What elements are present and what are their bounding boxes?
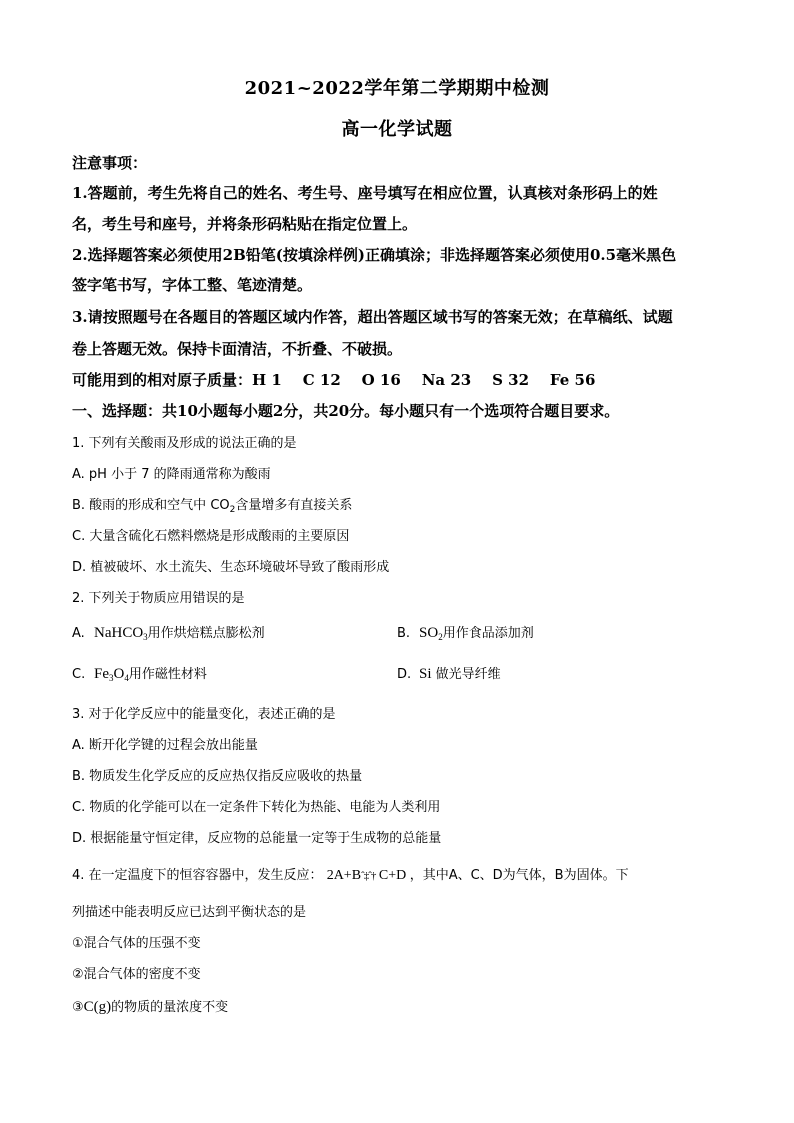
note-2-line-1: 2.选择题答案必须使用2B铅笔(按填涂样例)正确填涂；非选择题答案必须使用0.5毫米黑色 (72, 246, 677, 264)
note-3-line-1: 3.请按照题号在各题目的答题区域内作答，超出答题区域书写的答案无效；在草稿纸、试题 (72, 308, 673, 326)
q4-item-1: ①混合气体的压强不变 (72, 936, 201, 951)
nahco3-formula: NaHCO$_3$ (94, 625, 148, 642)
fe3o4-formula: $Fe_3O_4$ (94, 666, 129, 683)
c-gas-formula: C(g) (83, 999, 112, 1015)
q3-option-a: A. 断开化学键的过程会放出能量 (72, 738, 258, 753)
q1-option-b: B. 酸雨的形成和空气中 $CO_2$含量增多有直接关系 (72, 498, 353, 515)
q3-stem: 3. 对于化学反应中的能量变化，表述正确的是 (72, 707, 336, 722)
q2-option-c: C. $Fe_3O_4$用作磁性材料 (72, 666, 207, 683)
so2-formula: $SO_2$ (419, 625, 443, 642)
q1-option-d: D. 植被破坏、水土流失、生态环境破坏导致了酸雨形成 (72, 560, 390, 575)
exam-subtitle: 高一化学试题 (341, 119, 453, 140)
q1-option-a: A. pH 小于 7 的降雨通常称为酸雨 (72, 467, 271, 482)
note-3-line-2: 卷上答题无效。保持卡面清洁，不折叠、不破损。 (72, 340, 403, 358)
equilibrium-arrow-icon: ˆ‡ˆ† (361, 870, 376, 882)
notes-heading: 注意事项： (72, 154, 148, 172)
exam-title: 2021~2022学年第二学期期中检测 (244, 78, 550, 99)
reaction-equation: 2A+Bˆ‡ˆ† C+D (326, 868, 407, 883)
q4-stem: 4. 在一定温度下的恒容容器中，发生反应： 2A+Bˆ‡ˆ† C+D ，其中A、C、D为气体，B为固体。下 (72, 868, 629, 883)
q2-option-a: A. NaHCO$_3$用作烘焙糕点膨松剂 (72, 625, 265, 642)
section-1-heading: 一、选择题：共10小题每小题2分，共20分。每小题只有一个选项符合题目要求。 (72, 402, 620, 420)
q2-stem: 2. 下列关于物质应用错误的是 (72, 591, 245, 606)
q3-option-d: D. 根据能量守恒定律，反应物的总能量一定等于生成物的总能量 (72, 831, 442, 846)
note-1-line-2: 名，考生号和座号，并将条形码粘贴在指定位置上。 (72, 215, 418, 233)
q3-option-b: B. 物质发生化学反应的反应热仅指反应吸收的热量 (72, 769, 363, 784)
note-1-line-1: 1.答题前，考生先将自己的姓名、考生号、座号填写在相应位置，认真核对条形码上的姓 (72, 184, 658, 202)
q1-option-c: C. 大量含硫化石燃料燃烧是形成酸雨的主要原因 (72, 529, 350, 544)
q3-option-c: C. 物质的化学能可以在一定条件下转化为热能、电能为人类利用 (72, 800, 441, 815)
q2-option-b: B. $SO_2$用作食品添加剂 (397, 625, 534, 642)
q4-item-3: ③C(g)的物质的量浓度不变 (72, 999, 229, 1015)
note-2-line-2: 签字笔书写，字体工整、笔迹清楚。 (72, 276, 313, 294)
q4-stem-line-2: 列描述中能表明反应已达到平衡状态的是 (72, 905, 307, 920)
si-formula: Si (419, 666, 432, 682)
q1-stem: 1. 下列有关酸雨及形成的说法正确的是 (72, 436, 297, 451)
atomic-masses: 可能用到的相对原子质量：H 1 C 12 O 16 Na 23 S 32 Fe 56 (72, 371, 596, 389)
q2-option-d: D. Si 做光导纤维 (397, 666, 501, 682)
q4-item-2: ②混合气体的密度不变 (72, 967, 201, 982)
